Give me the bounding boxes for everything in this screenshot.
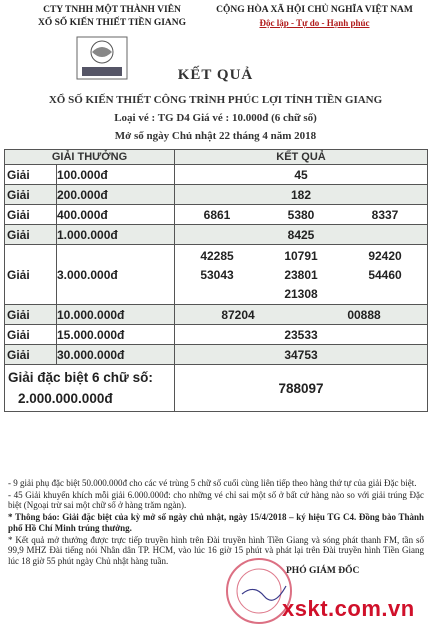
- result-number: 54460: [368, 267, 402, 282]
- prize-amount: 400.000đ: [57, 205, 175, 225]
- table-row: [5, 205, 428, 225]
- notes: [8, 478, 424, 568]
- special-prize-cell: [5, 365, 175, 412]
- special-prize-row: [5, 365, 428, 412]
- national-title: CỘNG HÒA XÃ HỘI CHỦ NGHĨA VIỆT NAM: [216, 5, 413, 15]
- prize-label: Giải: [5, 245, 57, 305]
- signature-title: PHÓ GIÁM ĐỐC: [286, 566, 360, 576]
- national-header: [212, 4, 417, 30]
- national-motto: Độc lập - Tự do - Hạnh phúc: [259, 18, 370, 28]
- table-row: [5, 305, 428, 325]
- prize-amount: 100.000đ: [57, 165, 175, 185]
- page-title: KẾT QUẢ: [177, 67, 254, 83]
- result-cell: 182: [175, 185, 428, 205]
- result-cell: [175, 245, 428, 305]
- prize-label: Giải: [5, 165, 57, 185]
- prize-amount: 3.000.000đ: [57, 245, 175, 305]
- table-row: [5, 345, 428, 365]
- prize-label: Giải: [5, 345, 57, 365]
- col-prize-header: GIẢI THƯỞNG: [5, 150, 175, 165]
- prize-label: Giải: [5, 225, 57, 245]
- note-item: - 45 Giải khuyến khích mỗi giải 6.000.000đ: cho những vé chỉ sai một số ở bất cứ hàng nào so với giải trúng Đặc biệt (Ngoại trừ sai một chữ số ở hàng trăm ngàn).: [8, 489, 424, 511]
- draw-date: Mở số ngày Chủ nhật 22 tháng 4 năm 2018: [114, 130, 317, 142]
- result-number: 21308: [284, 286, 318, 301]
- table-row: [5, 225, 428, 245]
- result-cell: 34753: [175, 345, 428, 365]
- result-number: 92420: [368, 248, 402, 263]
- prize-amount: 15.000.000đ: [57, 325, 175, 345]
- result-number: 00888: [347, 307, 381, 322]
- prize-amount: 1.000.000đ: [57, 225, 175, 245]
- table-row: [5, 325, 428, 345]
- note-item: - 9 giải phụ đặc biệt 50.000.000đ cho các vé trùng 5 chữ số cuối cùng liên tiếp theo hàng thứ tự của giải Đặc biệt.: [8, 478, 417, 488]
- special-prize-amount: 2.000.000.000đ: [18, 391, 113, 406]
- result-number: 87204: [221, 307, 255, 322]
- result-number: 6861: [203, 207, 231, 222]
- prize-label: Giải: [5, 325, 57, 345]
- table-row: [5, 245, 428, 305]
- note-item: * Thông báo: Giải đặc biệt của kỳ mở số ngày chủ nhật, ngày 15/4/2018 – ký hiệu TG C4. Đồng bào Thành phố Hồ Chí Minh trúng thưởng.: [8, 512, 424, 533]
- note-item: * Kết quả mở thưởng được trực tiếp truyền hình trên Đài truyền hình Tiền Giang và sóng phát thanh FM, tần số 99,9 MHZ Đài tiếng nói Nhân dân TP. HCM, vào lúc 16 giờ 15 phút và phát lại trên Đài truyền hình Tiền Giang lúc 18 giờ 55 phút ngày Chủ nhật hàng tuần.: [8, 534, 424, 566]
- result-cell: 8425: [175, 225, 428, 245]
- ticket-info: Loại vé : TG D4 Giá vé : 10.000đ (6 chữ số): [114, 112, 317, 124]
- company-header: [22, 4, 202, 30]
- prize-amount: 30.000.000đ: [57, 345, 175, 365]
- result-cell: [175, 205, 428, 225]
- table-row: [5, 165, 428, 185]
- table-row: [5, 185, 428, 205]
- result-cell: 45: [175, 165, 428, 185]
- col-result-header: KẾT QUẢ: [175, 150, 428, 165]
- result-number: 42285: [200, 248, 234, 263]
- company-name-line2: XỔ SỐ KIẾN THIẾT TIỀN GIANG: [37, 18, 187, 28]
- result-cell: 23533: [175, 325, 428, 345]
- special-prize-label: Giải đặc biệt 6 chữ số:: [8, 370, 153, 385]
- table-header: [5, 150, 428, 165]
- result-number: 53043: [200, 267, 234, 282]
- results-table: [4, 149, 428, 412]
- result-number: 23801: [284, 267, 318, 282]
- watermark: xskt.com.vn: [282, 596, 415, 621]
- prize-amount: 200.000đ: [57, 185, 175, 205]
- result-number: 5380: [287, 207, 315, 222]
- prize-label: Giải: [5, 185, 57, 205]
- result-number: 10791: [284, 248, 318, 263]
- prize-label: Giải: [5, 205, 57, 225]
- prize-label: Giải: [5, 305, 57, 325]
- result-cell: [175, 305, 428, 325]
- special-prize-result: 788097: [175, 365, 428, 412]
- prize-amount: 10.000.000đ: [57, 305, 175, 325]
- result-number: 8337: [371, 207, 399, 222]
- page-subtitle: XỔ SỐ KIẾN THIẾT CÔNG TRÌNH PHÚC LỢI TỈNH TIỀN GIANG: [48, 94, 383, 106]
- company-name-line1: CTY TNHH MỘT THÀNH VIÊN: [43, 5, 181, 15]
